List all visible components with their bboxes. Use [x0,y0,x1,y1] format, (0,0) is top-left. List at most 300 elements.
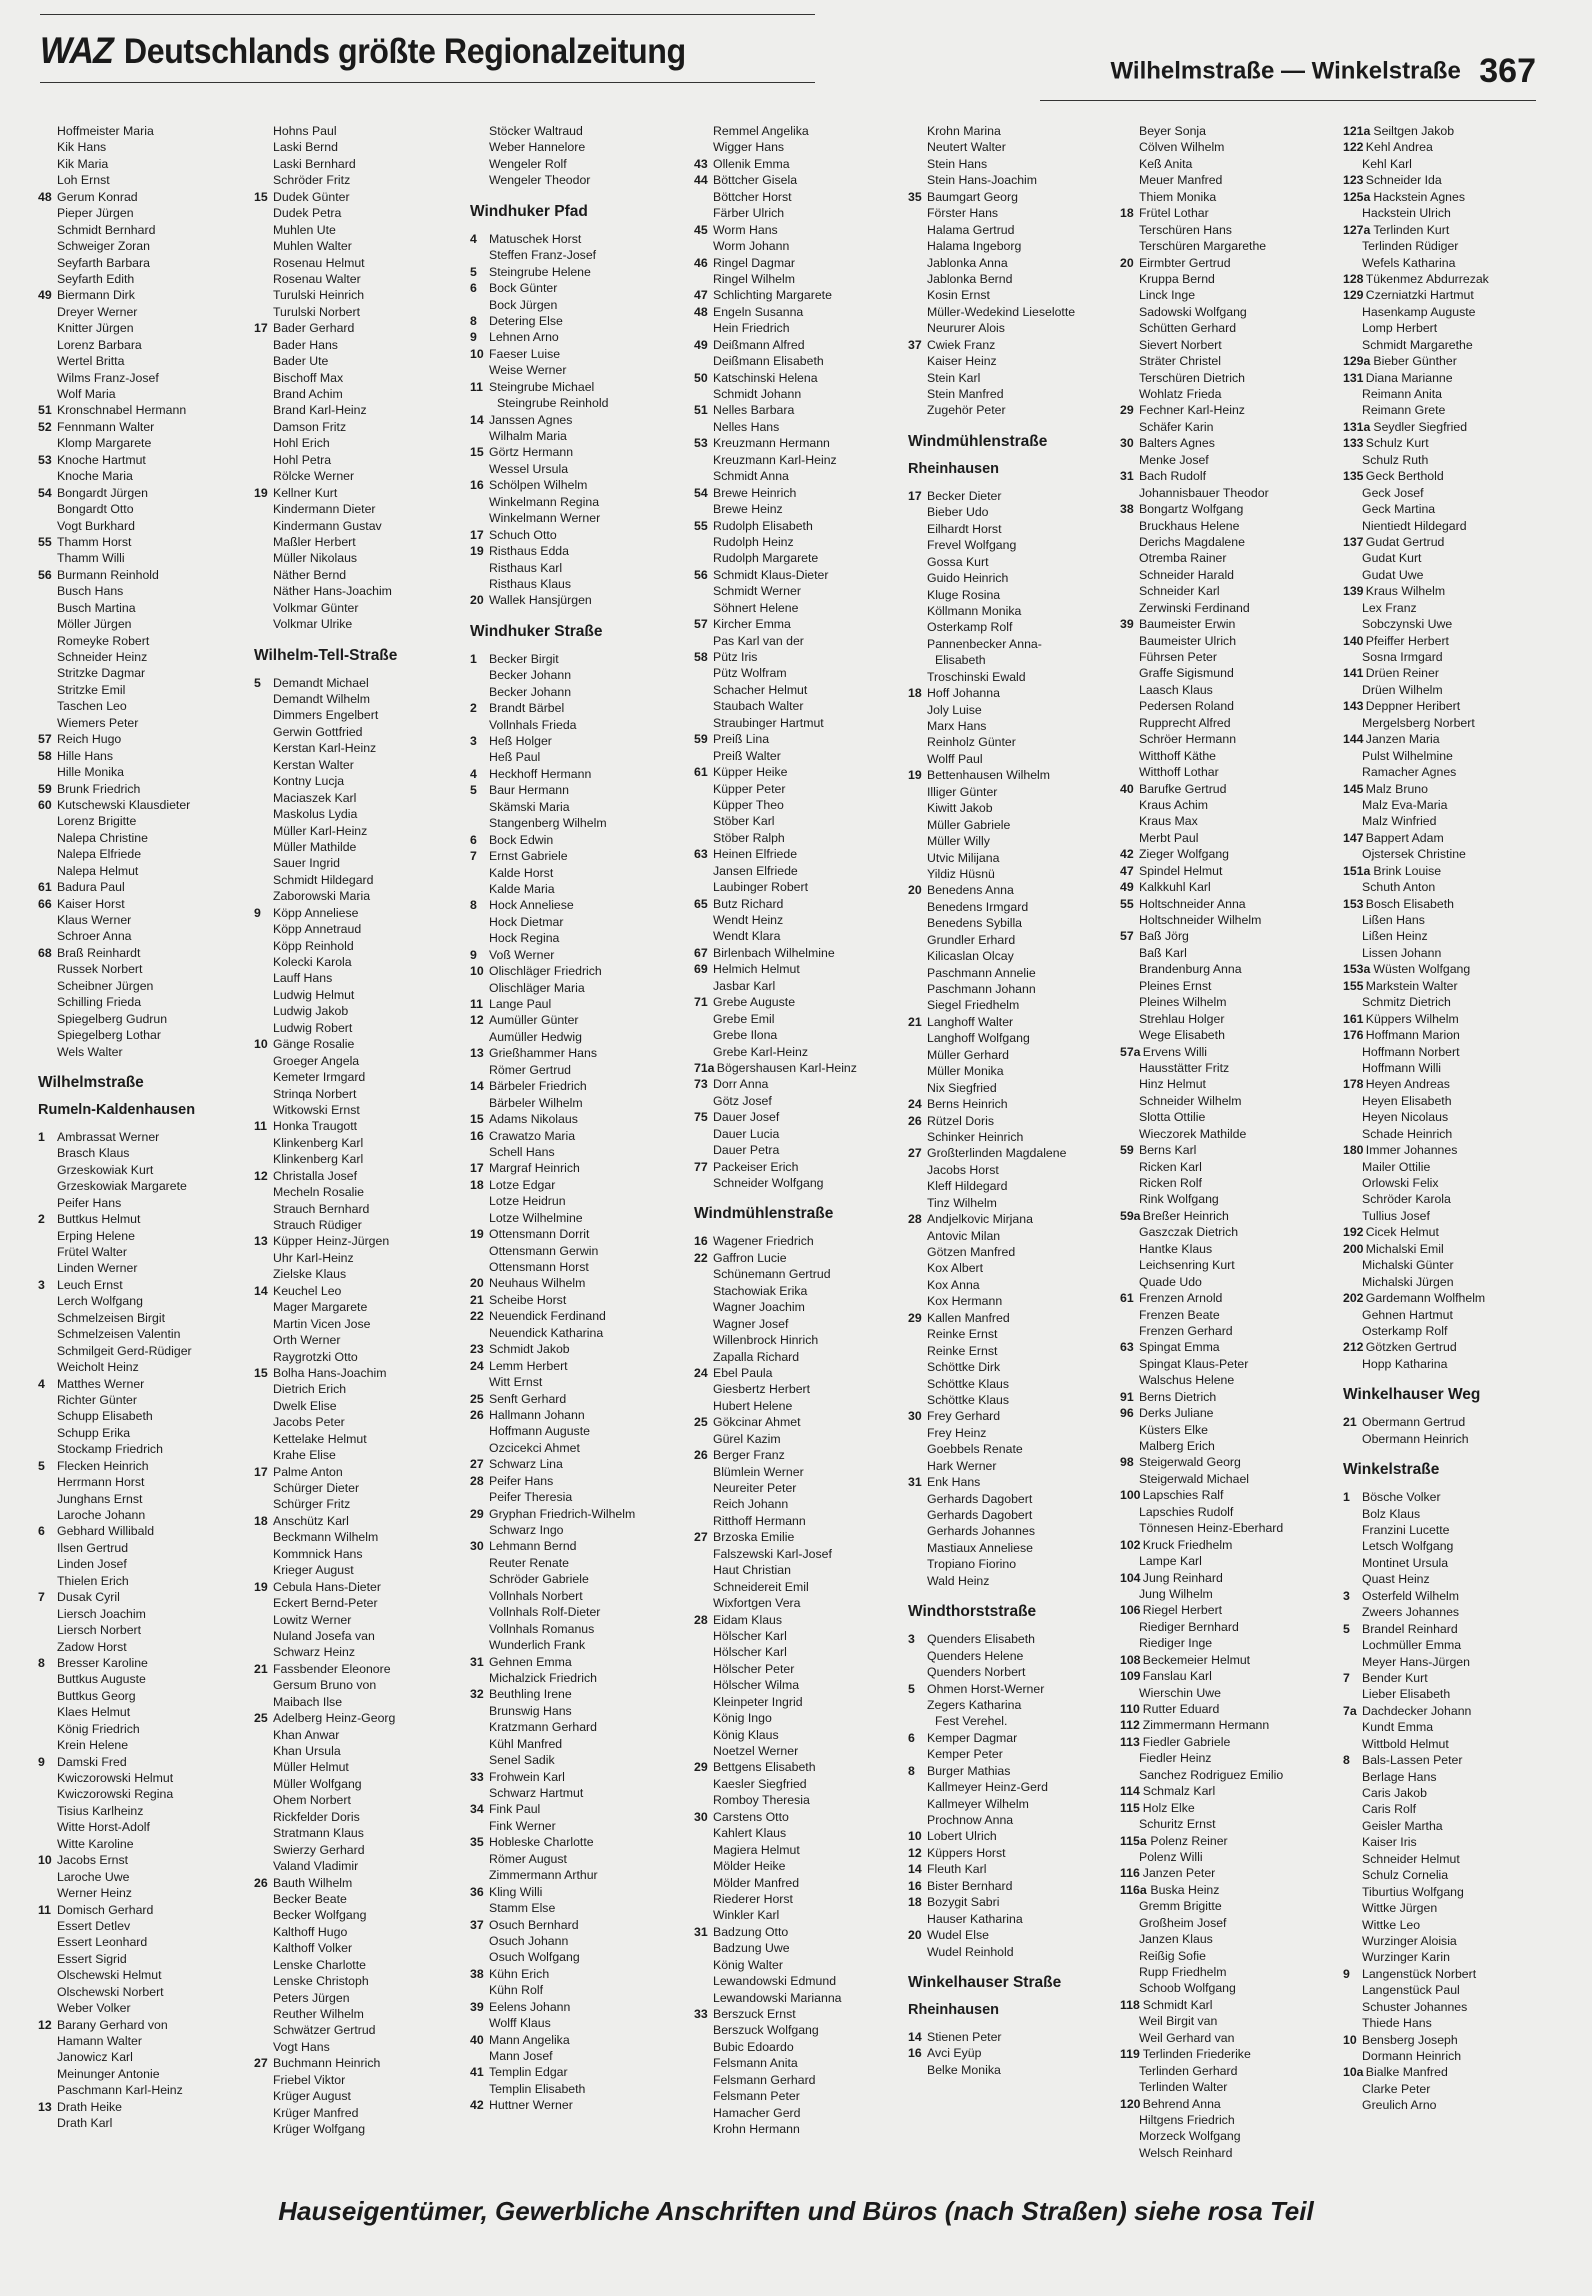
resident-name: Dauer Lucia [713,1126,780,1141]
house-number [38,435,57,451]
house-number [908,139,927,155]
resident-name: Pütz Wolfram [713,666,787,681]
house-number [254,806,273,822]
resident-name: Thielen Erich [57,1573,129,1588]
resident-name: Paschmann Karl-Heinz [57,2083,183,2098]
house-number [254,238,273,254]
directory-entry [908,139,1118,155]
directory-entry [470,1686,680,1702]
house-number [694,1940,713,1956]
directory-entry [38,1376,248,1392]
directory-entry [38,846,248,862]
house-number [1343,1686,1362,1702]
resident-name: Kundt Emma [1362,1720,1434,1735]
directory-entry [1343,1637,1553,1653]
resident-name: Wittke Jürgen [1362,1901,1438,1916]
house-number [38,139,57,155]
house-number [908,899,927,915]
directory-entry [908,1763,1118,1779]
directory-entry [694,682,904,698]
house-number: 202 [1343,1291,1364,1306]
directory-entry [470,914,680,930]
resident-name: Kleff Hildegard [927,1179,1008,1194]
resident-name: Steingrube Helene [489,264,591,279]
house-number [470,1588,489,1604]
resident-name: Strauch Bernhard [273,1201,370,1216]
house-number [1120,353,1139,369]
resident-name: Wolff Paul [927,751,983,766]
directory-entry [38,1044,248,1060]
directory-entry [1343,863,1553,879]
house-number [38,2066,57,2082]
house-number [470,2081,489,2097]
directory-entry [470,1128,680,1144]
resident-name: Gerhards Dagobert [927,1508,1033,1522]
resident-name: Buska Heinz [1150,1882,1220,1897]
resident-name: Honka Traugott [273,1119,358,1134]
resident-name: Clarke Peter [1362,2081,1431,2096]
resident-name: Essert Leonhard [57,1935,148,1950]
house-number [254,386,273,402]
resident-name: Zimmermann Arthur [489,1868,598,1883]
directory-entry [1120,682,1330,698]
house-number [470,1489,489,1505]
resident-name: Wohlatz Frieda [1139,387,1222,401]
house-number [1120,1126,1139,1142]
house-number [470,1095,489,1111]
directory-entry [1343,255,1553,271]
directory-entry [908,1113,1118,1129]
house-number: 17 [470,527,484,542]
house-number [38,682,57,698]
resident-name: Witthoff Lothar [1139,765,1219,780]
house-number: 65 [694,896,708,911]
resident-name: Weber Hannelore [489,140,586,155]
resident-name: Spindel Helmut [1139,863,1223,878]
directory-entry [1120,156,1330,172]
directory-entry [254,1184,464,1200]
house-number: 18 [1120,206,1134,221]
directory-entry [1343,1736,1553,1752]
house-number [694,1628,713,1644]
resident-name: Brewe Heinz [713,502,783,517]
house-number: 15 [254,1365,268,1380]
directory-entry [470,1834,680,1850]
directory-entry [694,1990,904,2006]
resident-name: Bister Bernhard [927,1878,1013,1893]
house-number [470,865,489,881]
resident-name: Klinkenberg Karl [273,1135,364,1150]
directory-entry [38,928,248,944]
resident-name: Böttcher Gisela [713,173,798,188]
resident-name: Bongardt Otto [57,502,134,517]
resident-name: Küpper Heinz-Jürgen [273,1234,390,1249]
directory-entry [1343,205,1553,221]
directory-entry [38,419,248,435]
resident-name: Immer Johannes [1365,1143,1458,1158]
directory-entry [694,320,904,336]
resident-name: Berszuck Wolfgang [713,2023,819,2038]
house-number [254,1842,273,1858]
house-number [908,1507,927,1523]
house-number [1343,205,1362,221]
house-number [254,402,273,418]
house-number: 106 [1120,1603,1141,1618]
house-number [694,682,713,698]
directory-entry [470,1801,680,1817]
resident-name: Schinker Heinrich [927,1129,1024,1144]
house-number [908,1326,927,1342]
directory-entry [1120,1372,1330,1388]
directory-entry [1343,402,1553,418]
directory-entry [38,304,248,320]
house-number [694,1027,713,1043]
resident-name: Brink Louise [1373,863,1442,878]
resident-name: Osuch Bernhard [489,1917,579,1932]
house-number: 20 [908,883,922,898]
resident-name: Volkmar Günter [273,600,359,615]
house-number [908,304,927,320]
directory-entry [38,1491,248,1507]
resident-name: Jung Wilhelm [1139,1586,1213,1601]
resident-name: Schoob Wolfgang [1139,1981,1236,1996]
directory-entry [694,846,904,862]
directory-entry [694,1612,904,1628]
directory-entry [908,1556,1118,1572]
house-number: 23 [470,1342,484,1357]
resident-name: Engeln Susanna [713,304,804,319]
directory-entry [1343,435,1553,451]
house-number: 36 [470,1884,484,1899]
directory-entry [470,1489,680,1505]
resident-name: Kik Maria [57,156,109,171]
house-number [38,764,57,780]
house-number [254,1414,273,1430]
resident-name: Rudolph Elisabeth [713,518,813,533]
resident-name: Derichs Magdalene [1139,534,1245,549]
house-number: 38 [1120,502,1134,517]
resident-name: Swierzy Gerhard [273,1842,365,1857]
directory-entry [694,945,904,961]
house-number [254,1480,273,1496]
resident-name: Werner Heinz [57,1886,132,1901]
directory-entry [38,731,248,747]
directory-entry [1343,1060,1553,1076]
directory-entry [908,997,1118,1013]
directory-entry [470,1193,680,1209]
resident-name: Berns Dietrich [1139,1389,1217,1404]
house-number [38,238,57,254]
house-number: 30 [694,1809,708,1824]
resident-name: Grundler Erhard [927,932,1016,947]
resident-name: Menke Josef [1139,452,1209,467]
resident-name: Risthaus Edda [489,544,569,559]
resident-name: Ritthoff Hermann [713,1513,806,1528]
house-number [254,1907,273,1923]
resident-name: Mergelsberg Norbert [1362,715,1475,730]
directory-entry [694,1332,904,1348]
house-number [908,1944,927,1960]
resident-name: Pulst Wilhelmine [1362,748,1453,763]
house-number: 7 [38,1590,45,1605]
house-number: 139 [1343,584,1364,599]
resident-name: Grzeskowiak Margarete [57,1179,187,1194]
directory-entry [694,1513,904,1529]
resident-name: Lehnen Arno [489,330,559,345]
directory-entry [908,850,1118,866]
resident-name: Brandt Bärbel [489,701,565,716]
house-number: 58 [38,748,52,763]
directory-entry [694,1076,904,1092]
house-number [1343,945,1362,961]
resident-name: Schmitz Dietrich [1362,995,1451,1010]
directory-entry [694,222,904,238]
house-number: 28 [908,1212,922,1227]
house-number [1343,518,1362,534]
resident-name: Krüger August [273,2089,351,2104]
directory-entry [908,1326,1118,1342]
directory-entry [254,1151,464,1167]
house-number: 19 [908,768,922,783]
resident-name: Olischläger Maria [489,980,585,995]
resident-name: Gaffron Lucie [713,1250,787,1265]
house-number [1343,1257,1362,1273]
resident-name: Templin Edgar [489,2065,568,2080]
directory-entry [38,682,248,698]
directory-entry [1120,1717,1330,1733]
directory-entry [254,938,464,954]
resident-name: Dudek Günter [273,189,350,204]
resident-name: Klaes Helmut [57,1705,131,1720]
directory-entry [908,1523,1118,1539]
directory-entry [1120,813,1330,829]
resident-name: Pieper Jürgen [57,206,134,221]
house-number [908,1343,927,1359]
resident-name: Schwarz Lina [489,1457,563,1472]
resident-name: Schupp Erika [57,1425,131,1440]
directory-entry [1120,1323,1330,1339]
house-number: 102 [1120,1537,1141,1552]
house-number [694,2072,713,2088]
house-number: 12 [254,1168,268,1183]
directory-entry [1343,1142,1553,1158]
house-number [1343,1109,1362,1125]
resident-name: Felsmann Peter [713,2089,800,2104]
resident-name: Liersch Norbert [57,1623,142,1638]
directory-entry [1343,271,1553,287]
resident-name: Reich Hugo [57,732,122,747]
resident-name: Barufke Gertrud [1139,781,1227,796]
house-number: 6 [470,281,477,296]
resident-name: Küppers Wilhelm [1365,1011,1459,1026]
directory-entry [470,733,680,749]
resident-name: Winkelmann Werner [489,511,601,526]
waz-logo: WAZ [40,30,113,71]
house-number: 50 [694,370,708,385]
house-number [38,2115,57,2131]
house-number [1120,1356,1139,1372]
resident-name: Hubert Helene [713,1398,793,1413]
resident-name: Frohwein Karl [489,1769,565,1784]
house-number [38,1721,57,1737]
directory-entry [1343,1621,1553,1637]
resident-name: Quenders Elisabeth [927,1632,1036,1647]
resident-name: Quenders Norbert [927,1665,1026,1680]
house-number [1120,1586,1139,1602]
directory-entry [1343,1900,1553,1916]
house-number: 9 [38,1754,45,1769]
directory-entry [38,1540,248,1556]
resident-name: Raygrotzki Otto [273,1349,358,1364]
house-number [254,172,273,188]
house-number [1120,1685,1139,1701]
house-number: 8 [1343,1753,1350,1768]
directory-entry [1343,1506,1553,1522]
directory-entry [1343,764,1553,780]
directory-entry [38,287,248,303]
house-number: 4 [470,766,477,781]
house-number: 17 [908,488,922,503]
directory-entry [1120,781,1330,797]
directory-entry [908,570,1118,586]
directory-entry [1343,452,1553,468]
directory-entry [1343,518,1553,534]
resident-name: Neururer Alois [927,321,1005,336]
resident-name: Strauch Rüdiger [273,1218,362,1232]
directory-entry [694,1142,904,1158]
house-number [1120,1027,1139,1043]
house-number [694,1973,713,1989]
directory-entry [254,1201,464,1217]
house-number [1343,846,1362,862]
resident-name: Vollnhals Romanus [489,1621,595,1636]
house-number [470,1637,489,1653]
house-number [1120,304,1139,320]
house-number [694,781,713,797]
house-number [1120,2063,1139,2079]
directory-entry [908,320,1118,336]
directory-entry [694,435,904,451]
house-number [1120,2030,1139,2046]
resident-name: Bals-Lassen Peter [1362,1753,1463,1768]
resident-name: Schmidt Jakob [489,1342,570,1357]
house-number: 16 [470,478,484,493]
resident-name: Zielske Klaus [273,1267,347,1282]
resident-name: Jablonka Anna [927,255,1008,270]
directory-entry [254,2088,464,2104]
directory-entry [694,189,904,205]
house-number [694,830,713,846]
directory-entry [694,238,904,254]
resident-name: Schmidt Margarethe [1362,337,1473,352]
directory-entry [1343,682,1553,698]
resident-name: Katschinski Helena [713,370,818,385]
house-number: 33 [470,1769,484,1784]
directory-entry [254,675,464,691]
resident-name: Sosna Irmgard [1362,650,1443,664]
directory-entry [38,1260,248,1276]
house-number [254,1546,273,1562]
directory-entry [908,1944,1118,1960]
directory-entry [1120,320,1330,336]
directory-entry [694,1595,904,1611]
resident-name: Caris Jakob [1362,1786,1427,1800]
resident-name: Gebhard Willibald [57,1524,155,1539]
directory-entry [908,488,1118,504]
resident-name: Antovic Milan [927,1228,1001,1243]
resident-name: Schwätzer Gertrud [273,2023,376,2038]
directory-entry [254,1612,464,1628]
house-number [908,1080,927,1096]
directory-entry [694,1464,904,1480]
directory-entry [908,1080,1118,1096]
directory-entry [38,1228,248,1244]
resident-name: Derks Juliane [1139,1406,1214,1421]
directory-entry [1343,1241,1553,1257]
resident-name: Noetzel Werner [713,1744,799,1758]
directory-entry [908,619,1118,635]
resident-name: Seydler Siegfried [1373,419,1468,434]
directory-entry [1120,1816,1330,1832]
resident-name: Müller Nikolaus [273,551,358,566]
resident-name: Müller Gerhard [927,1047,1010,1062]
resident-name: Jung Reinhard [1142,1570,1223,1585]
resident-name: Weil Gerhard van [1139,2030,1235,2045]
resident-name: Wurzinger Karin [1362,1950,1450,1965]
directory-entry [254,1973,464,1989]
directory-entry [694,2006,904,2022]
directory-entry [38,1984,248,2000]
resident-name: Köllmann Monika [927,603,1022,618]
house-number [694,1727,713,1743]
resident-name: Pedersen Roland [1139,699,1235,714]
resident-name: Beuthling Irene [489,1687,572,1702]
resident-name: Demandt Michael [273,675,369,690]
directory-entry [254,2105,464,2121]
directory-entry [694,994,904,1010]
house-number [254,2072,273,2088]
directory-entry [470,1423,680,1439]
house-number [694,1907,713,1923]
house-number [908,1030,927,1046]
directory-entry [1343,1949,1553,1965]
resident-name: Scheibner Jürgen [57,978,154,993]
house-number [38,1951,57,1967]
house-number [1343,764,1362,780]
resident-name: Wendt Klara [713,929,781,944]
resident-name: Rupp Friedhelm [1139,1965,1227,1979]
house-number [908,1392,927,1408]
resident-name: Führsen Peter [1139,650,1217,664]
resident-name: Knoche Maria [57,469,133,484]
house-number [1343,1191,1362,1207]
house-number [694,1677,713,1693]
resident-name: Kircher Emma [713,617,791,632]
house-number [908,718,927,734]
resident-name: Palme Anton [273,1464,343,1479]
house-number: 43 [694,156,708,171]
resident-name: Drath Heike [57,2099,122,2114]
resident-name: Müller Mathilde [273,839,357,854]
house-number [38,1704,57,1720]
directory-entry [470,2097,680,2113]
directory-entry [1120,205,1330,221]
directory-entry [694,1496,904,1512]
directory-entry [38,1244,248,1260]
directory-entry [694,2055,904,2071]
resident-name: Heyen Elisabeth [1362,1093,1452,1108]
directory-entry [908,222,1118,238]
